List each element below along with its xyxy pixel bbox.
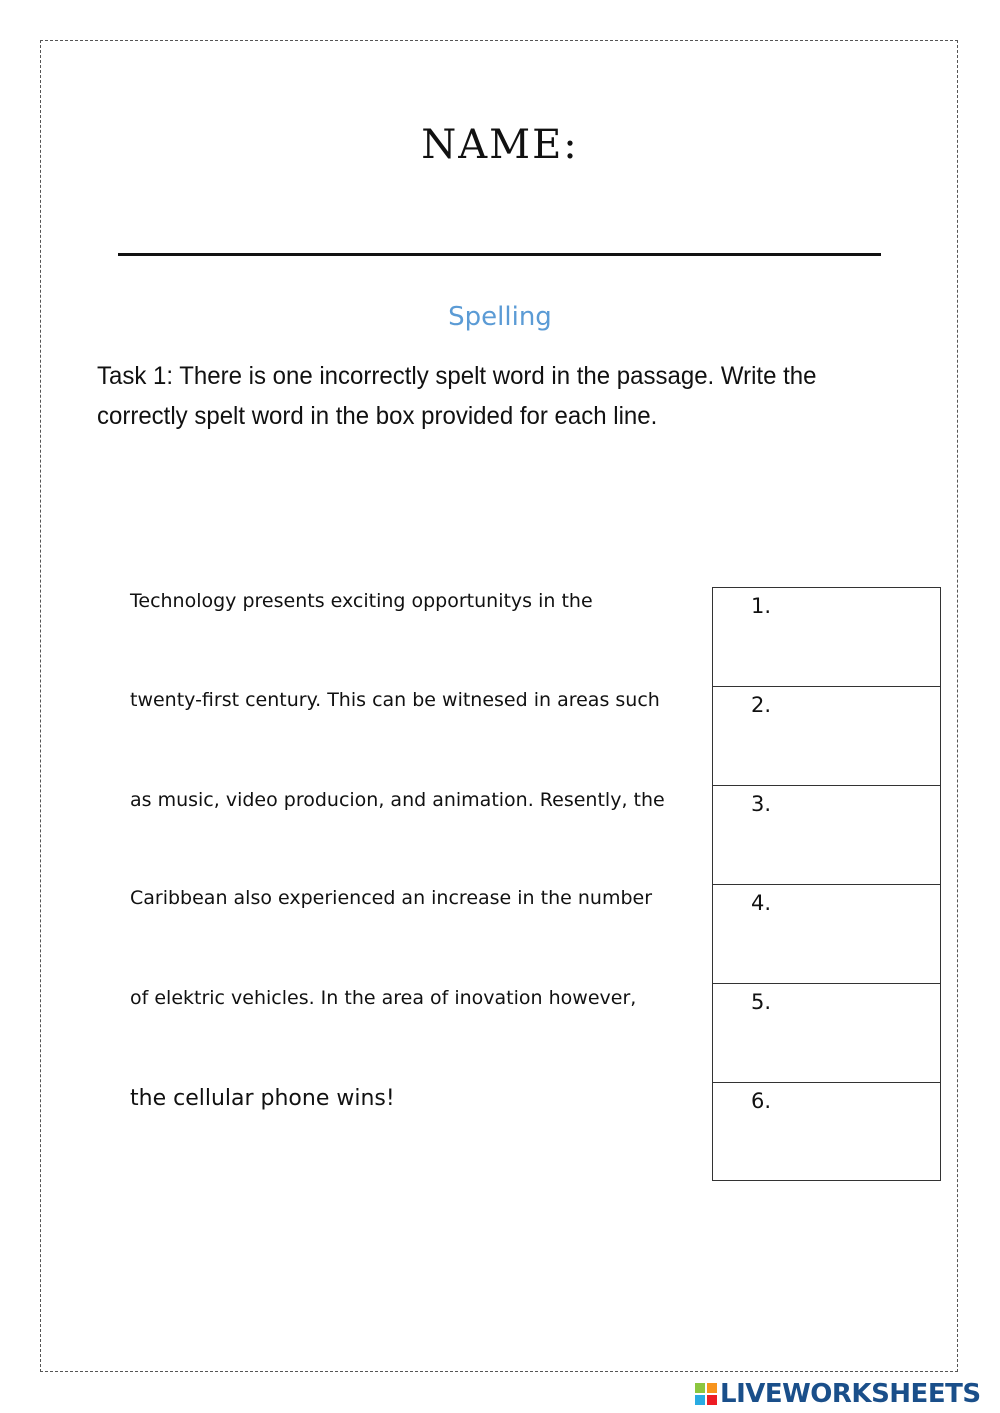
passage-line-1: Technology presents exciting opportunitys in the xyxy=(130,590,593,612)
answer-number: 6. xyxy=(751,1089,772,1113)
answer-box-2[interactable] xyxy=(712,686,941,785)
answer-box-4[interactable] xyxy=(712,884,941,983)
passage-line-3: as music, video producion, and animation. Resently, the xyxy=(130,789,665,811)
liveworksheets-logo xyxy=(695,1378,981,1410)
answer-box-3[interactable] xyxy=(712,785,941,884)
answer-number: 2. xyxy=(751,693,772,717)
passage-line-5: of elektric vehicles. In the area of inovation however, xyxy=(130,987,637,1009)
logo-grid-icon xyxy=(695,1383,717,1405)
answer-box-1[interactable] xyxy=(712,587,941,686)
answer-number: 3. xyxy=(751,792,772,816)
passage-line-2: twenty-first century. This can be witnesed in areas such xyxy=(130,689,660,711)
name-label: NAME: xyxy=(421,122,579,168)
answer-number: 1. xyxy=(751,594,772,618)
task-instructions xyxy=(97,356,865,436)
passage-line-4: Caribbean also experienced an increase in the number xyxy=(130,887,653,909)
answer-box-5[interactable] xyxy=(712,983,941,1082)
answer-number: 5. xyxy=(751,990,772,1014)
task-line-2: correctly spelt word in the box provided for each line. xyxy=(97,402,658,430)
answer-box-6[interactable] xyxy=(712,1082,941,1181)
logo-text: LIVEWORKSHEETS xyxy=(720,1379,981,1409)
answer-number: 4. xyxy=(751,891,772,915)
task-line-1: Task 1: There is one incorrectly spelt word in the passage. Write the xyxy=(97,362,817,390)
passage-line-6: the cellular phone wins! xyxy=(130,1086,395,1111)
name-write-line xyxy=(118,253,881,256)
section-heading: Spelling xyxy=(448,302,552,332)
